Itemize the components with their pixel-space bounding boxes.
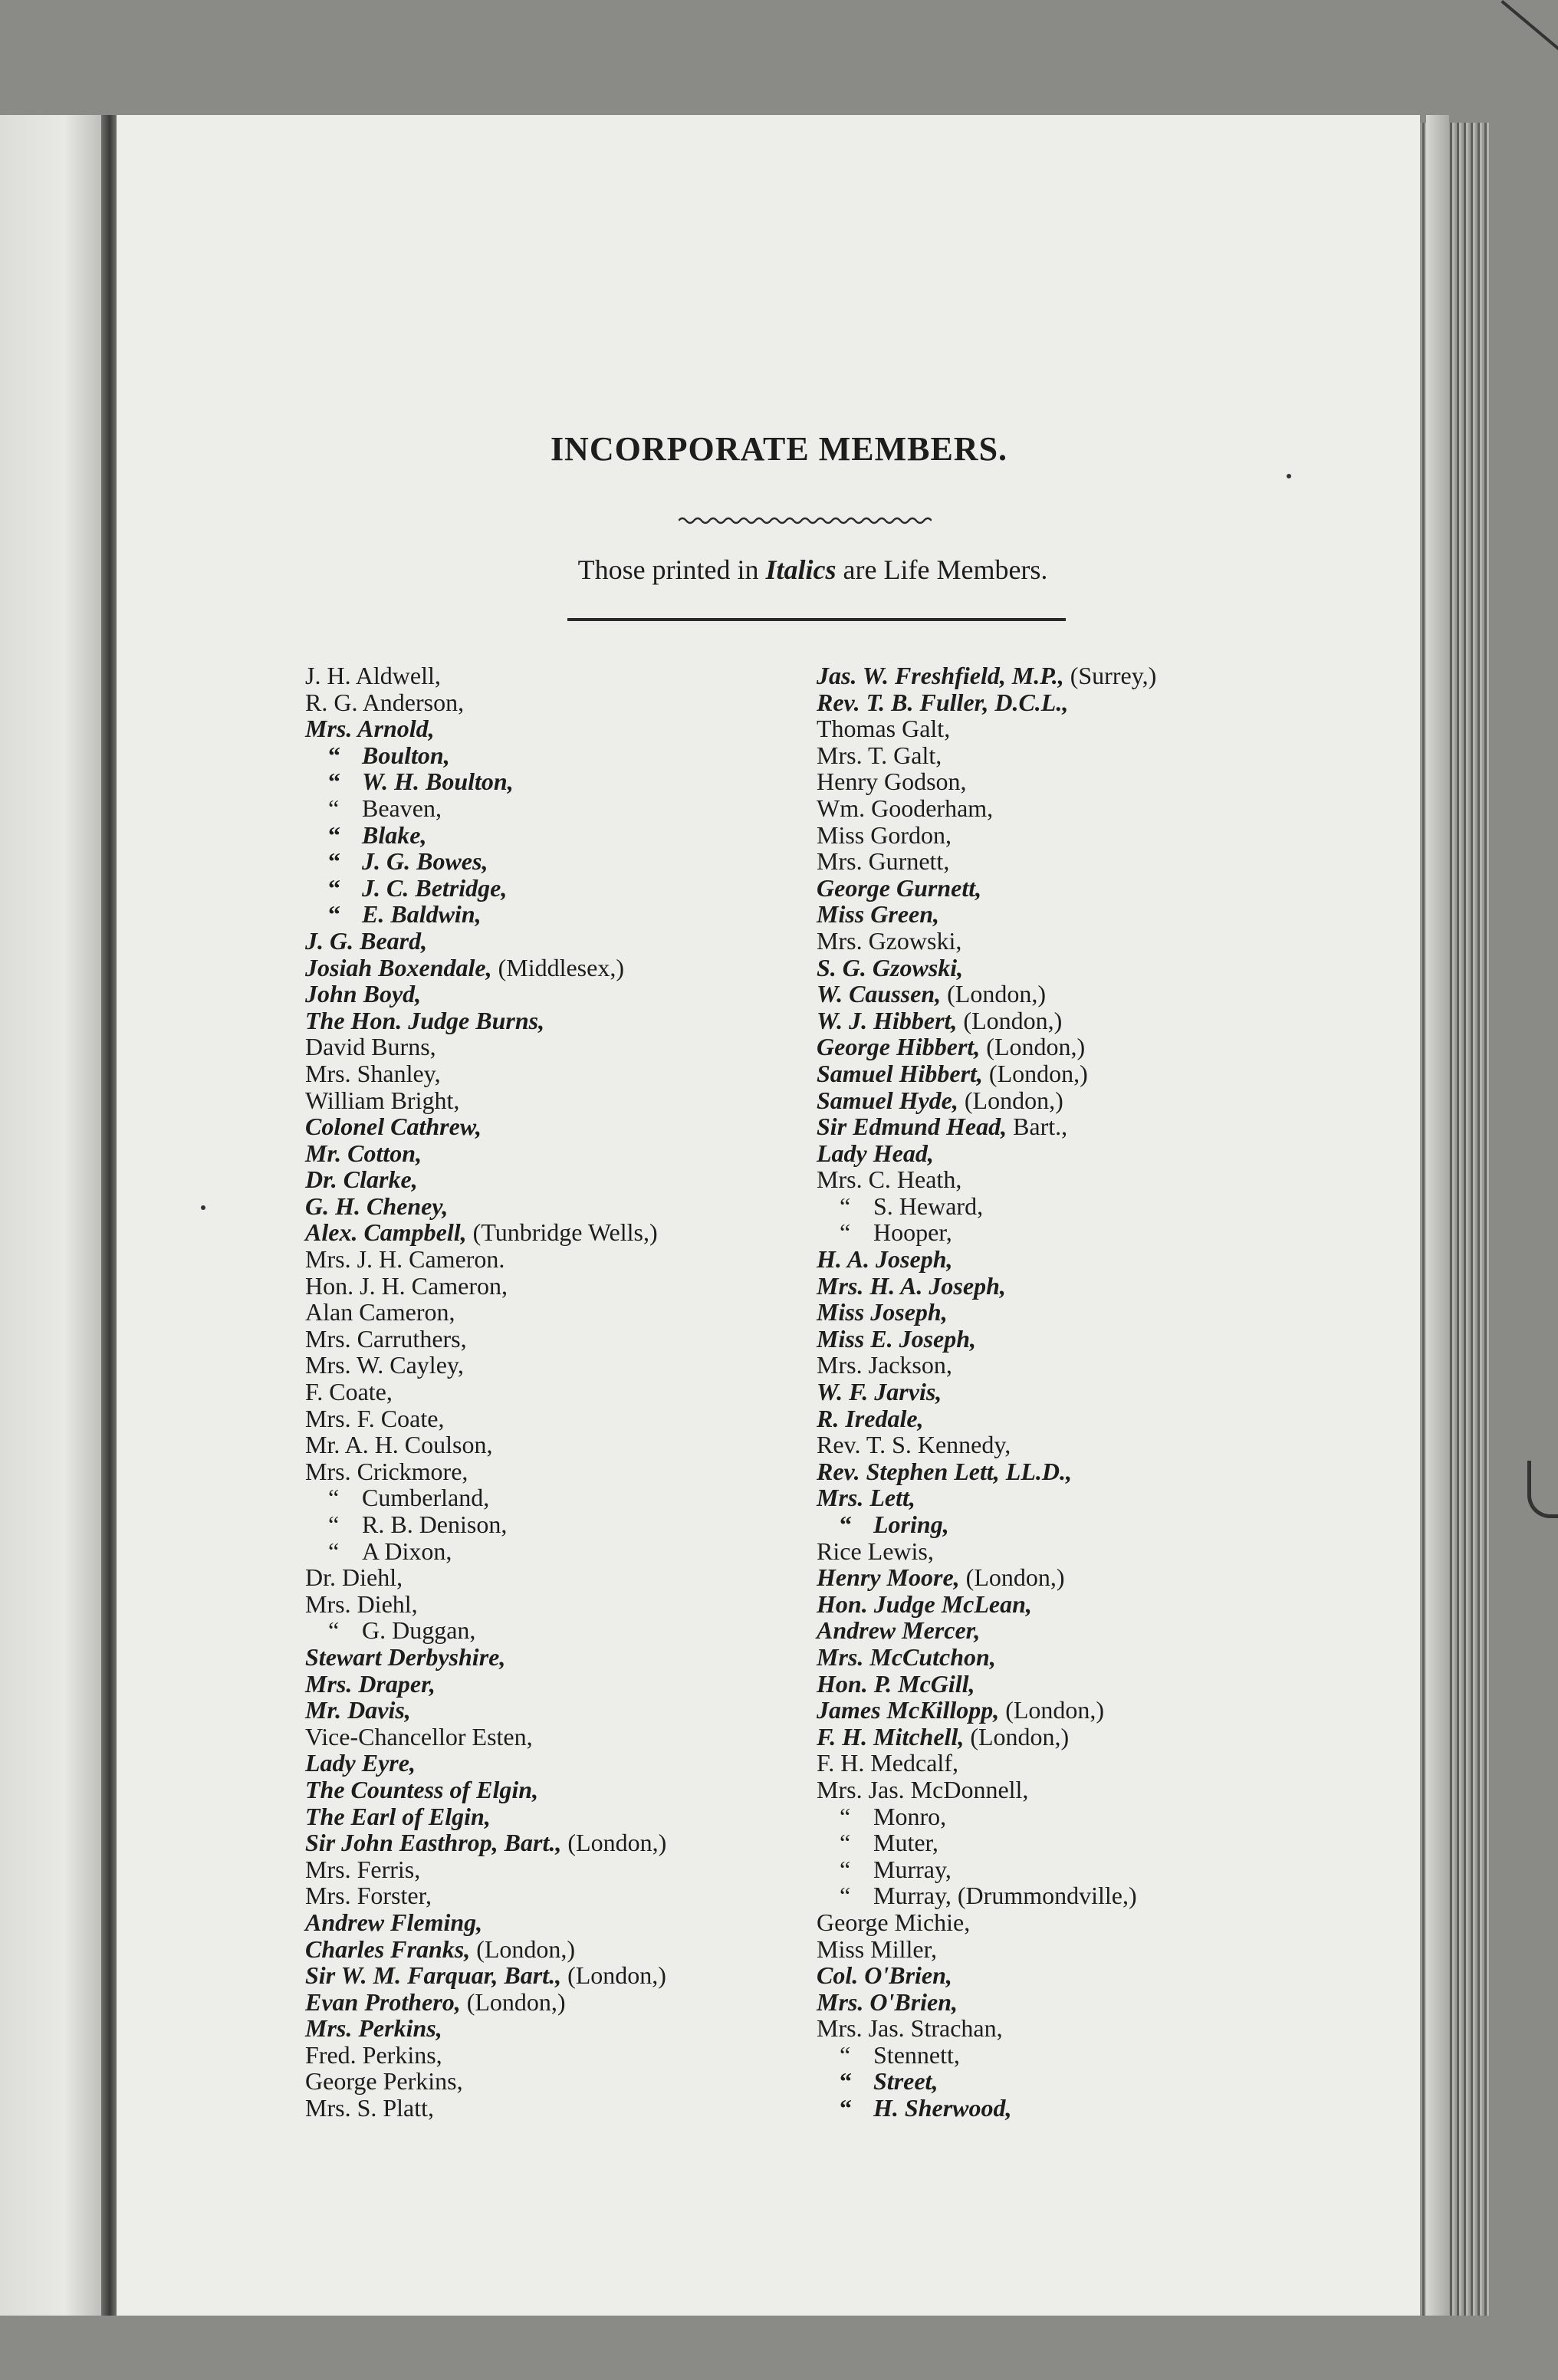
- member-entry: [305, 1936, 796, 1963]
- member-entry: [817, 1856, 1353, 1883]
- member-entry: [817, 2068, 1353, 2095]
- ditto-mark: “: [840, 1802, 851, 1830]
- member-name: Alex. Campbell,: [305, 1218, 467, 1247]
- member-entry: [305, 795, 796, 822]
- member-entry: [305, 875, 796, 902]
- stray-dot: [201, 1205, 205, 1210]
- member-entry: [817, 875, 1353, 902]
- member-name: The Countess of Elgin,: [305, 1775, 539, 1803]
- member-entry: [817, 1777, 1353, 1803]
- member-name: F. H. Mitchell,: [817, 1722, 965, 1750]
- member-name: Thomas Galt,: [817, 715, 951, 743]
- member-name: Lady Eyre,: [305, 1749, 416, 1777]
- member-name: Mrs. Shanley,: [305, 1059, 441, 1087]
- member-entry: [305, 981, 796, 1008]
- member-entry: [305, 715, 796, 742]
- member-location: (Middlesex,): [491, 953, 624, 981]
- member-entry: [817, 1193, 1353, 1220]
- member-name: R. Iredale,: [817, 1404, 924, 1432]
- member-location: (London,): [958, 1086, 1063, 1114]
- member-entry: [305, 1219, 796, 1246]
- member-name: William Bright,: [305, 1086, 460, 1114]
- member-name: W. Caussen,: [817, 980, 942, 1008]
- member-name: George Hibbert,: [817, 1033, 981, 1061]
- member-entry: [305, 848, 796, 875]
- member-entry: [305, 928, 796, 955]
- member-location: (London,): [959, 1563, 1065, 1592]
- member-name: Sir Edmund Head,: [817, 1113, 1007, 1141]
- member-entry: [817, 1644, 1353, 1671]
- ditto-mark: “: [840, 1882, 851, 1910]
- member-name: Andrew Mercer,: [817, 1616, 981, 1645]
- member-entry: [305, 1299, 796, 1326]
- member-name: S. G. Gzowski,: [817, 953, 964, 981]
- member-entry: [305, 1034, 796, 1060]
- ditto-mark: “: [840, 2040, 851, 2069]
- member-entry: [305, 1671, 796, 1698]
- member-name: Boulton,: [362, 741, 450, 769]
- member-name: W. H. Boulton,: [362, 768, 514, 796]
- member-entry: [305, 1856, 796, 1883]
- member-entry: [305, 2095, 796, 2122]
- member-name: Miss Miller,: [817, 1935, 937, 1963]
- member-entry: [817, 1379, 1353, 1405]
- member-location: (London,): [964, 1722, 1070, 1750]
- member-entry: [305, 1829, 796, 1856]
- ditto-mark: “: [328, 1511, 340, 1538]
- ditto-mark: “: [840, 1192, 851, 1220]
- member-name: Mrs. McCutchon,: [817, 1642, 996, 1671]
- member-name: George Gurnett,: [817, 873, 982, 902]
- ditto-mark: “: [840, 1218, 851, 1247]
- member-name: Samuel Hyde,: [817, 1086, 958, 1114]
- member-entry: [817, 1432, 1353, 1458]
- member-entry: [817, 1034, 1353, 1060]
- member-name: Mrs. C. Heath,: [817, 1165, 962, 1194]
- member-entry: [305, 955, 796, 981]
- member-name: H. A. Joseph,: [817, 1245, 953, 1274]
- member-name: Mrs. O'Brien,: [817, 1987, 958, 2016]
- member-location: (London,): [982, 1059, 1088, 1087]
- member-location: (London,): [561, 1829, 667, 1857]
- member-entry: [305, 1379, 796, 1405]
- member-name: G. H. Cheney,: [305, 1192, 449, 1220]
- member-name: James McKillopp,: [817, 1696, 1000, 1724]
- ditto-mark: “: [328, 1616, 340, 1645]
- member-name: J. G. Bowes,: [362, 847, 488, 876]
- member-entry: [817, 1352, 1353, 1379]
- member-entry: [817, 1511, 1353, 1538]
- member-name: Blake,: [362, 820, 427, 849]
- member-entry: [305, 1511, 796, 1538]
- member-entry: [305, 1352, 796, 1379]
- member-entry: [305, 1777, 796, 1803]
- member-name: Mrs. Carruthers,: [305, 1324, 467, 1353]
- member-location: (London,): [980, 1033, 1086, 1061]
- member-name: Rev. Stephen Lett, LL.D.,: [817, 1457, 1072, 1485]
- member-entry: [305, 1008, 796, 1034]
- member-entry: [817, 2095, 1353, 2122]
- member-name: Rev. T. B. Fuller, D.C.L.,: [817, 688, 1069, 716]
- member-entry: [305, 742, 796, 769]
- member-name: Fred. Perkins,: [305, 2040, 442, 2069]
- member-entry: [305, 1724, 796, 1750]
- member-name: Miss Joseph,: [817, 1298, 948, 1326]
- member-location: (Surrey,): [1063, 662, 1157, 689]
- member-entry: [817, 1405, 1353, 1432]
- member-entry: [817, 1246, 1353, 1273]
- member-entry: [305, 1246, 796, 1273]
- header-rule: [567, 618, 1066, 621]
- member-name: Jas. W. Freshfield, M.P.,: [817, 662, 1064, 689]
- stray-dot: [1287, 474, 1291, 478]
- member-name: Hon. P. McGill,: [817, 1669, 975, 1698]
- member-name: Mrs. Jas. Strachan,: [817, 2014, 1003, 2043]
- member-location: (London,): [999, 1696, 1105, 1724]
- member-name: Mrs. Forster,: [305, 1882, 432, 1910]
- ditto-mark: “: [328, 741, 340, 769]
- member-entry: [817, 2015, 1353, 2042]
- member-location: Bart.,: [1007, 1113, 1068, 1141]
- member-name: Samuel Hibbert,: [817, 1059, 983, 1087]
- member-entry: [305, 2042, 796, 2069]
- member-name: Henry Moore,: [817, 1563, 960, 1592]
- member-name: G. Duggan,: [362, 1616, 476, 1645]
- member-name: R. G. Anderson,: [305, 688, 465, 716]
- member-name: Mr. Cotton,: [305, 1139, 422, 1167]
- member-name: R. B. Denison,: [362, 1511, 508, 1538]
- member-location: (London,): [941, 980, 1046, 1008]
- member-name: Colonel Cathrew,: [305, 1113, 482, 1141]
- member-entry: [817, 848, 1353, 875]
- ditto-mark: “: [840, 2067, 852, 2096]
- member-entry: [817, 1909, 1353, 1936]
- member-entry: [817, 1140, 1353, 1167]
- member-entry: [817, 662, 1353, 689]
- member-name: Stewart Derbyshire,: [305, 1642, 506, 1671]
- member-entry: [817, 1591, 1353, 1618]
- member-name: Mrs. S. Platt,: [305, 2094, 435, 2122]
- member-name: Stennett,: [873, 2040, 960, 2069]
- member-name: Street,: [873, 2067, 938, 2096]
- member-entry: [305, 689, 796, 716]
- member-entry: [305, 1750, 796, 1777]
- member-entry: [305, 1140, 796, 1167]
- ditto-mark: “: [328, 873, 340, 902]
- member-entry: [817, 1326, 1353, 1353]
- member-name: Mrs. F. Coate,: [305, 1404, 445, 1432]
- member-name: W. J. Hibbert,: [817, 1006, 958, 1034]
- member-name: Dr. Clarke,: [305, 1165, 418, 1194]
- member-entry: [305, 1564, 796, 1591]
- member-entry: [817, 1989, 1353, 2016]
- member-entry: [305, 2068, 796, 2095]
- member-entry: [817, 742, 1353, 769]
- member-entry: [817, 1803, 1353, 1830]
- member-name: J. C. Betridge,: [362, 873, 508, 902]
- member-entry: [817, 1724, 1353, 1750]
- member-name: Mr. Davis,: [305, 1696, 411, 1724]
- member-entry: [305, 1166, 796, 1193]
- member-entry: [817, 1166, 1353, 1193]
- member-name: Cumberland,: [362, 1484, 490, 1512]
- member-name: Henry Godson,: [817, 768, 967, 796]
- member-name: Mrs. T. Galt,: [817, 741, 942, 769]
- ditto-mark: “: [840, 1511, 852, 1538]
- member-name: Sir John Easthrop, Bart.,: [305, 1829, 562, 1857]
- member-entry: [817, 1697, 1353, 1724]
- member-name: George Michie,: [817, 1908, 971, 1936]
- member-entry: [817, 795, 1353, 822]
- member-entry: [305, 1405, 796, 1432]
- member-location: (London,): [561, 1961, 666, 1990]
- member-name: Miss E. Joseph,: [817, 1324, 977, 1353]
- page-subtitle: [0, 554, 1558, 586]
- member-entry: [305, 1326, 796, 1353]
- member-entry: [817, 1829, 1353, 1856]
- margin-mark: [1527, 1461, 1558, 1518]
- ditto-mark: “: [328, 794, 340, 822]
- member-entry: [817, 1936, 1353, 1963]
- member-name: Mrs. Arnold,: [305, 715, 435, 743]
- member-entry: [817, 1008, 1353, 1034]
- member-entry: [305, 1113, 796, 1140]
- member-entry: [817, 1060, 1353, 1087]
- member-name: Beaven,: [362, 794, 442, 822]
- member-entry: [305, 901, 796, 928]
- member-entry: [817, 2042, 1353, 2069]
- member-location: (London,): [460, 1987, 566, 2016]
- member-entry: [305, 1617, 796, 1644]
- member-name: Wm. Gooderham,: [817, 794, 994, 822]
- member-entry: [817, 1299, 1353, 1326]
- subtitle-after: are Life Members.: [836, 554, 1048, 585]
- member-entry: [817, 768, 1353, 795]
- member-name: Muter,: [873, 1829, 938, 1857]
- member-name: Col. O'Brien,: [817, 1961, 952, 1990]
- member-name: John Boyd,: [305, 980, 422, 1008]
- member-entry: [817, 928, 1353, 955]
- member-name: Miss Green,: [817, 900, 940, 929]
- member-name: Mrs. J. H. Cameron.: [305, 1245, 505, 1274]
- member-name: Mrs. Jas. McDonnell,: [817, 1775, 1029, 1803]
- member-name: Vice-Chancellor Esten,: [305, 1722, 533, 1750]
- member-entry: [817, 1671, 1353, 1698]
- member-entry: [305, 662, 796, 689]
- member-entry: [817, 1882, 1353, 1909]
- member-entry: [817, 1750, 1353, 1777]
- member-location: (London,): [957, 1006, 1063, 1034]
- member-name: Alan Cameron,: [305, 1298, 455, 1326]
- member-entry: [305, 2015, 796, 2042]
- member-name: Mr. A. H. Coulson,: [305, 1431, 493, 1459]
- subtitle-italics-word: Italics: [765, 554, 837, 585]
- ditto-mark: “: [328, 847, 340, 876]
- member-entry: [817, 1273, 1353, 1300]
- page-title: INCORPORATE MEMBERS.: [550, 430, 1008, 468]
- member-entry: [305, 1803, 796, 1830]
- member-entry: [305, 1193, 796, 1220]
- member-entry: [817, 715, 1353, 742]
- ditto-mark: “: [840, 2094, 852, 2122]
- corner-mark: [1500, 0, 1558, 57]
- ditto-mark: “: [328, 900, 340, 929]
- member-entry: [305, 1458, 796, 1485]
- member-entry: [817, 1962, 1353, 1989]
- member-entry: [305, 768, 796, 795]
- member-location: (Tunbridge Wells,): [466, 1218, 658, 1247]
- member-entry: [817, 1113, 1353, 1140]
- member-entry: [305, 1060, 796, 1087]
- member-entry: [305, 1644, 796, 1671]
- ditto-mark: “: [840, 1829, 851, 1857]
- member-entry: [817, 822, 1353, 849]
- member-entry: [305, 1538, 796, 1565]
- member-name: J. G. Beard,: [305, 926, 428, 955]
- member-name: Murray, (Drummondville,): [873, 1882, 1137, 1910]
- member-name: F. H. Medcalf,: [817, 1749, 958, 1777]
- member-name: E. Baldwin,: [362, 900, 482, 929]
- member-entry: [817, 955, 1353, 981]
- member-name: The Hon. Judge Burns,: [305, 1006, 545, 1034]
- ditto-mark: “: [328, 1537, 340, 1565]
- member-name: Lady Head,: [817, 1139, 934, 1167]
- member-name: F. Coate,: [305, 1378, 393, 1406]
- member-name: Charles Franks,: [305, 1935, 471, 1963]
- member-entry: [305, 1591, 796, 1618]
- member-name: Rev. T. S. Kennedy,: [817, 1431, 1011, 1459]
- member-entry: [817, 901, 1353, 928]
- member-entry: [305, 1962, 796, 1989]
- member-entry: [817, 1538, 1353, 1565]
- member-entry: [305, 1697, 796, 1724]
- member-name: Mrs. Gzowski,: [817, 926, 962, 955]
- member-name: Mrs. W. Cayley,: [305, 1351, 464, 1379]
- member-name: Mrs. Jackson,: [817, 1351, 952, 1379]
- member-location: (London,): [470, 1935, 576, 1963]
- member-name: W. F. Jarvis,: [817, 1378, 942, 1406]
- member-name: J. H. Aldwell,: [305, 662, 441, 689]
- member-name: Mrs. Diehl,: [305, 1589, 418, 1618]
- title-ornament-wavy-rule: [679, 515, 932, 526]
- member-name: Mrs. Ferris,: [305, 1855, 421, 1883]
- ditto-mark: “: [328, 1484, 340, 1512]
- member-name: Loring,: [873, 1511, 949, 1538]
- member-entry: [817, 1564, 1353, 1591]
- member-name: Dr. Diehl,: [305, 1563, 403, 1592]
- member-name: Sir W. M. Farquar, Bart.,: [305, 1961, 562, 1990]
- member-entry: [817, 1087, 1353, 1114]
- member-entry: [817, 981, 1353, 1008]
- member-entry: [817, 1617, 1353, 1644]
- member-entry: [305, 1432, 796, 1458]
- member-name: George Perkins,: [305, 2067, 463, 2096]
- member-name: Hon. J. H. Cameron,: [305, 1271, 508, 1300]
- ditto-mark: “: [328, 768, 340, 796]
- member-name: Mrs. Perkins,: [305, 2014, 442, 2043]
- member-entry: [817, 1484, 1353, 1511]
- ditto-mark: “: [840, 1855, 851, 1883]
- member-entry: [305, 1909, 796, 1936]
- member-name: Miss Gordon,: [817, 820, 952, 849]
- member-name: Monro,: [873, 1802, 947, 1830]
- member-entry: [305, 1273, 796, 1300]
- subtitle-before: Those printed in: [577, 554, 766, 585]
- member-entry: [305, 1989, 796, 2016]
- member-name: Rice Lewis,: [817, 1537, 934, 1565]
- member-entry: [305, 822, 796, 849]
- member-name: The Earl of Elgin,: [305, 1802, 491, 1830]
- member-entry: [817, 689, 1353, 716]
- member-name: Mrs. Lett,: [817, 1484, 915, 1512]
- member-name: Hooper,: [873, 1218, 952, 1247]
- member-name: A Dixon,: [362, 1537, 452, 1565]
- member-name: Mrs. H. A. Joseph,: [817, 1271, 1006, 1300]
- ditto-mark: “: [328, 820, 340, 849]
- members-column-right: [817, 662, 1353, 2122]
- member-name: H. Sherwood,: [873, 2094, 1012, 2122]
- member-name: Mrs. Gurnett,: [817, 847, 950, 876]
- member-entry: [305, 1484, 796, 1511]
- member-entry: [305, 1882, 796, 1909]
- member-name: S. Heward,: [873, 1192, 984, 1220]
- member-name: Mrs. Draper,: [305, 1669, 436, 1698]
- member-name: Josiah Boxendale,: [305, 953, 492, 981]
- member-name: David Burns,: [305, 1033, 436, 1061]
- member-name: Evan Prothero,: [305, 1987, 461, 2016]
- member-entry: [817, 1219, 1353, 1246]
- member-name: Murray,: [873, 1855, 952, 1883]
- member-name: Hon. Judge McLean,: [817, 1589, 1032, 1618]
- member-entry: [305, 1087, 796, 1114]
- member-name: Andrew Fleming,: [305, 1908, 483, 1936]
- members-column-left: [305, 662, 796, 2122]
- member-name: Mrs. Crickmore,: [305, 1457, 468, 1485]
- member-entry: [817, 1458, 1353, 1485]
